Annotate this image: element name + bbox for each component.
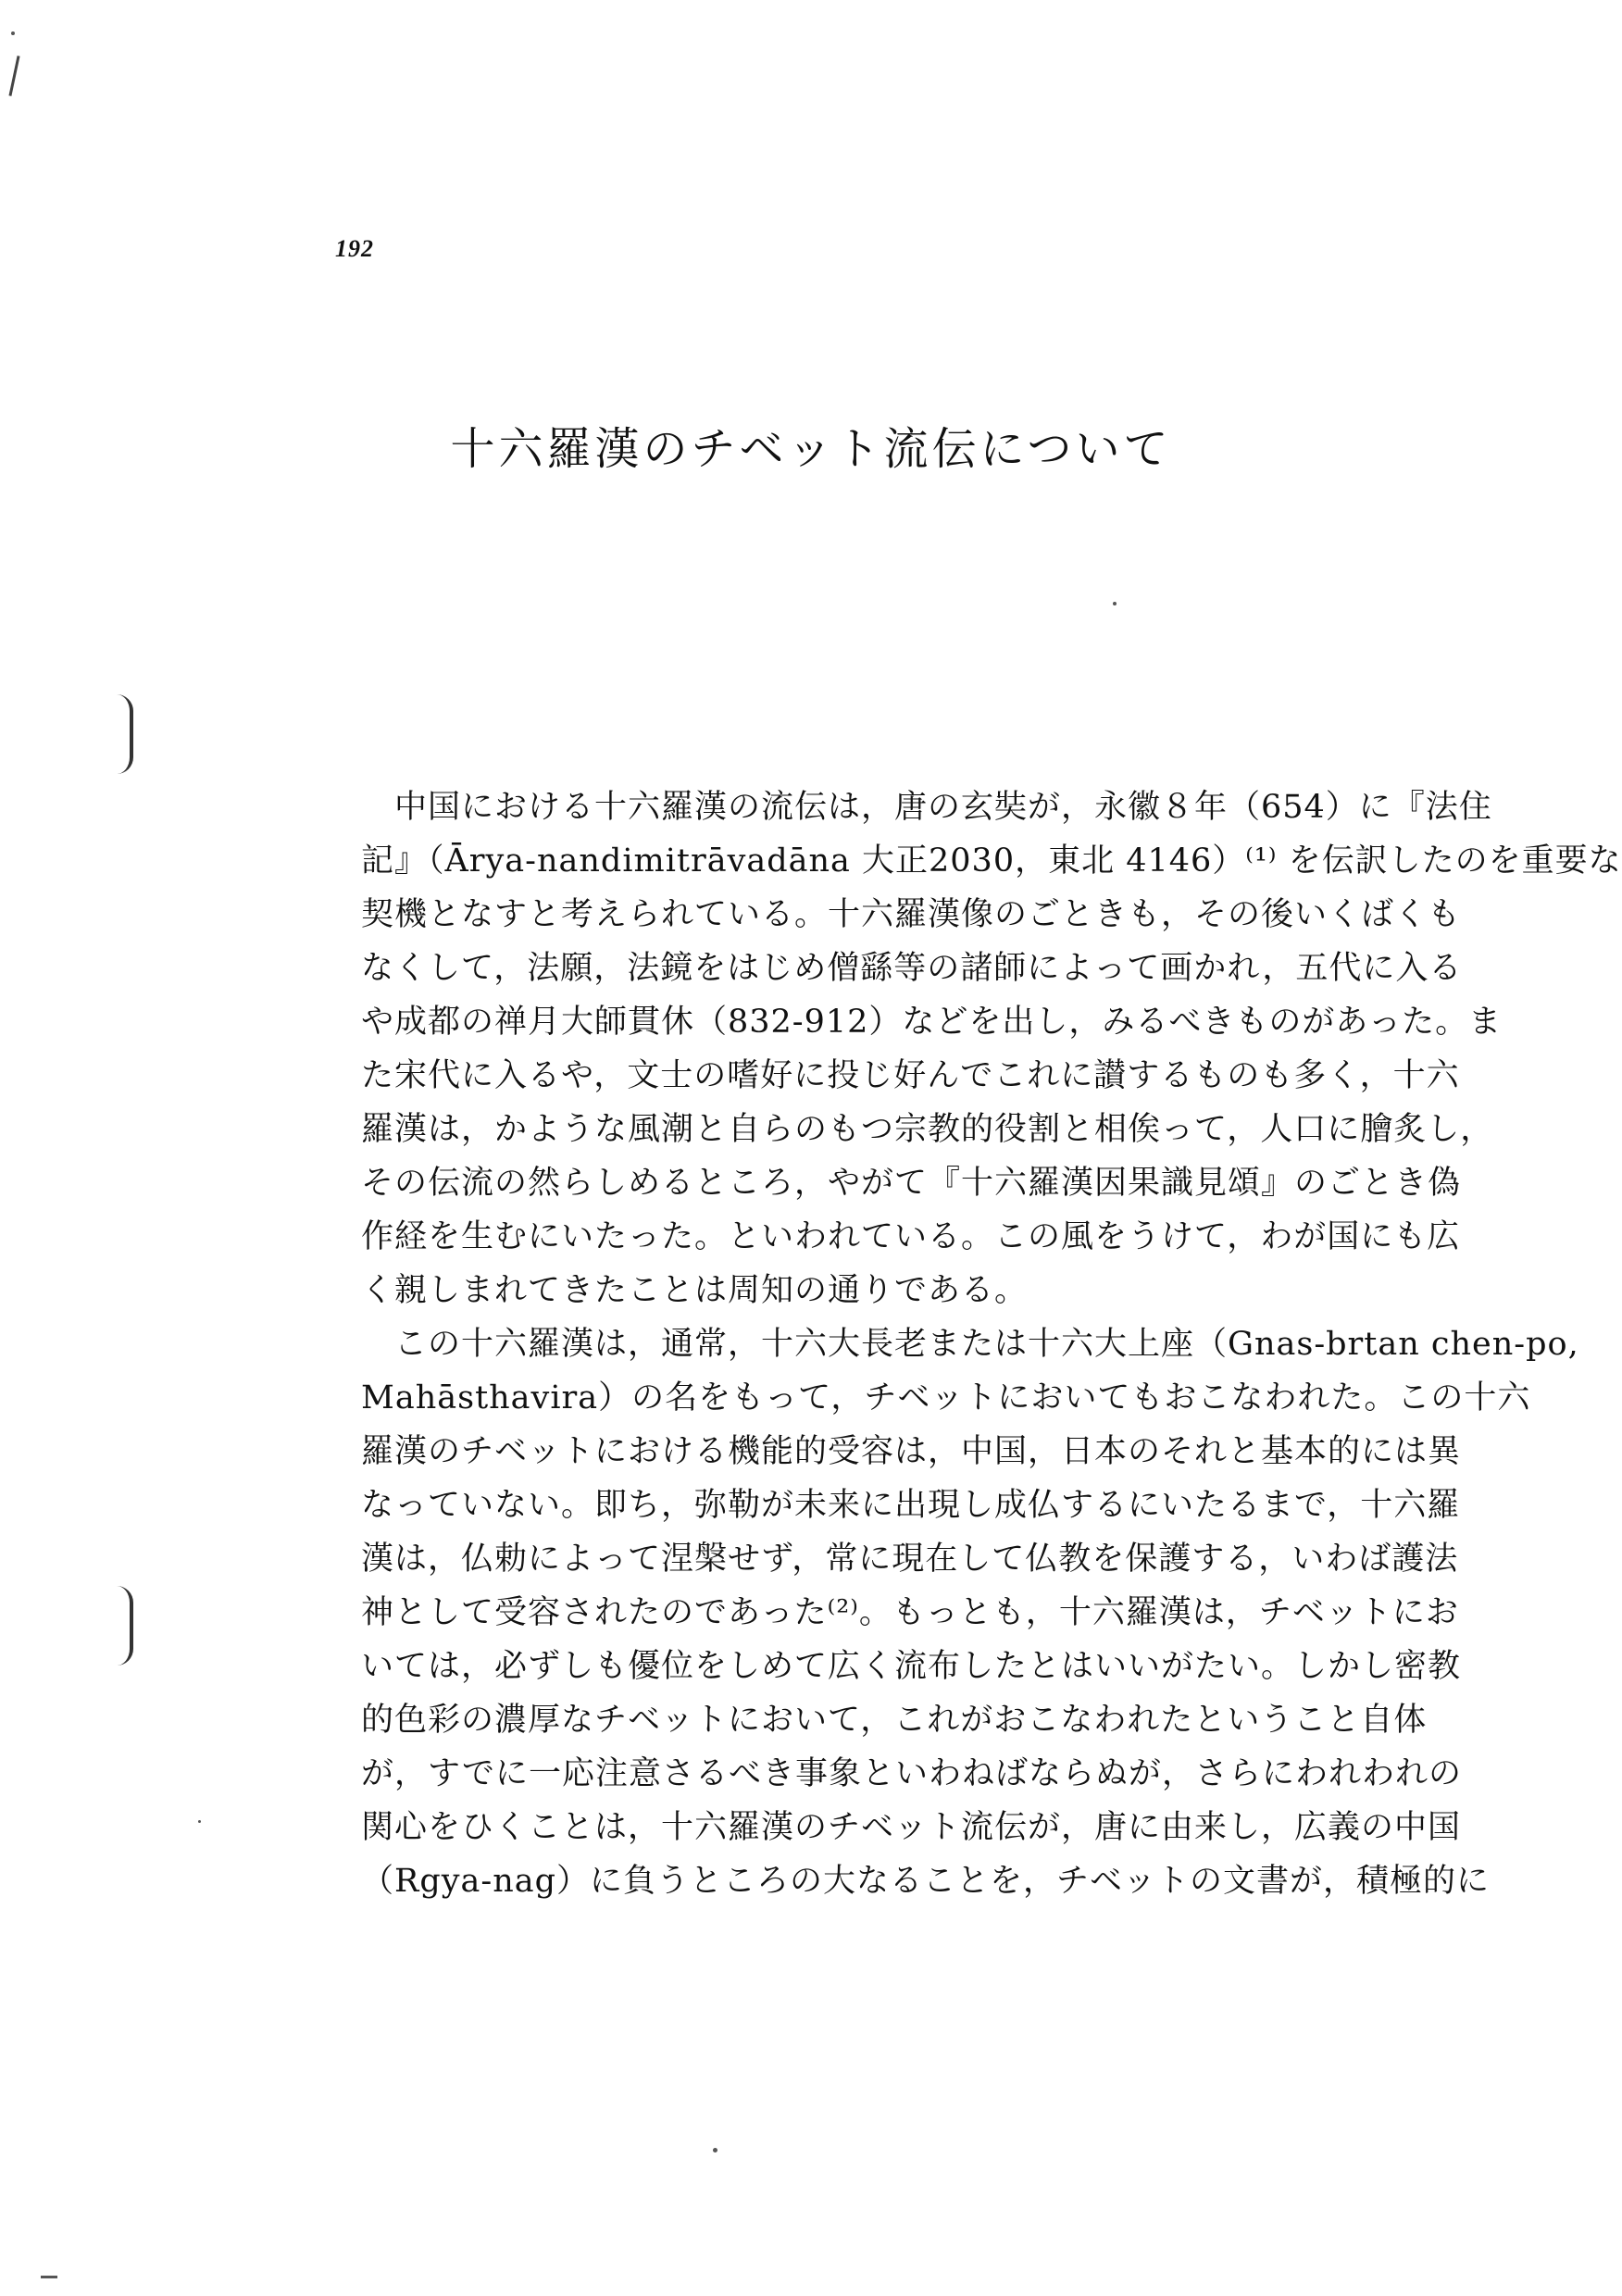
binder-hole-mark-lower	[117, 1586, 133, 1666]
text-line: いては，必ずしも優位をしめて広く流布したとはいいがたい。しかし密教	[361, 1648, 1462, 1685]
body-text	[361, 780, 1622, 1908]
scan-speck	[1113, 602, 1117, 605]
scan-speck	[713, 2148, 717, 2152]
article-title: 十六羅漢のチベット流伝について	[450, 423, 1172, 475]
text-line: 記』（Ārya-nandimitrāvadāna 大正2030，東北 4146）⁽¹⁾ を伝訳したのを重要な	[361, 842, 1622, 880]
edge-tick	[41, 2276, 57, 2278]
text-line: や成都の禅月大師貫休（832-912）などを出し，みるべきものがあった。ま	[361, 1004, 1503, 1041]
text-line: 羅漢は，かような風潮と自らのもつ宗教的役割と相俟って，人口に膾炙し，	[361, 1111, 1494, 1148]
scan-speck	[198, 1820, 201, 1823]
text-line: （Rgya-nag）に負うところの大なることを，チベットの文書が，積極的に	[361, 1863, 1491, 1900]
text-line: く親しまれてきたことは周知の通りである。	[361, 1272, 1029, 1309]
text-line: た宋代に入るや，文士の嗜好に投じ好んでこれに讃するものも多く，十六	[361, 1057, 1460, 1094]
text-line: なっていない。即ち，弥勒が未来に出現し成仏するにいたるまで，十六羅	[361, 1487, 1461, 1524]
text-line: 関心をひくことは，十六羅漢のチベット流伝が，唐に由来し，広義の中国	[361, 1809, 1462, 1846]
text-line: この十六羅漢は，通常，十六大長老または十六大上座（Gnas-brtan chen-po,	[361, 1326, 1579, 1363]
page-number: 192	[335, 235, 374, 262]
text-line: 漢は，仏勅によって涅槃せず，常に現在して仏教を保護する，いわば護法	[361, 1541, 1459, 1578]
text-line: 神として受容されたのであった⁽²⁾。もっとも，十六羅漢は，チベットにお	[361, 1594, 1459, 1631]
edge-stroke	[8, 56, 19, 96]
text-line: なくして，法願，法鏡をはじめ僧繇等の諸師によって画かれ，五代に入る	[361, 950, 1463, 987]
text-line: が，すでに一応注意さるべき事象といわねばならぬが，さらにわれわれの	[361, 1755, 1463, 1792]
text-line: Mahāsthavira）の名をもって，チベットにおいてもおこなわれた。この十六	[361, 1379, 1531, 1416]
text-line: 的色彩の濃厚なチベットにおいて，これがおこなわれたということ自体	[361, 1702, 1428, 1739]
text-line: その伝流の然らしめるところ，やがて『十六羅漢因果識見頌』のごとき偽	[361, 1165, 1462, 1202]
binder-hole-mark-upper	[117, 694, 133, 774]
scan-speck	[11, 31, 15, 35]
text-line: 契機となすと考えられている。十六羅漢像のごときも，その後いくばくも	[361, 896, 1462, 933]
text-line: 羅漢のチベットにおける機能的受容は，中国，日本のそれと基本的には異	[361, 1433, 1462, 1470]
text-line: 中国における十六羅漢の流伝は，唐の玄奘が，永徽８年（654）に『法住	[361, 789, 1492, 826]
text-line: 作経を生むにいたった。といわれている。この風をうけて，わが国にも広	[361, 1218, 1461, 1255]
